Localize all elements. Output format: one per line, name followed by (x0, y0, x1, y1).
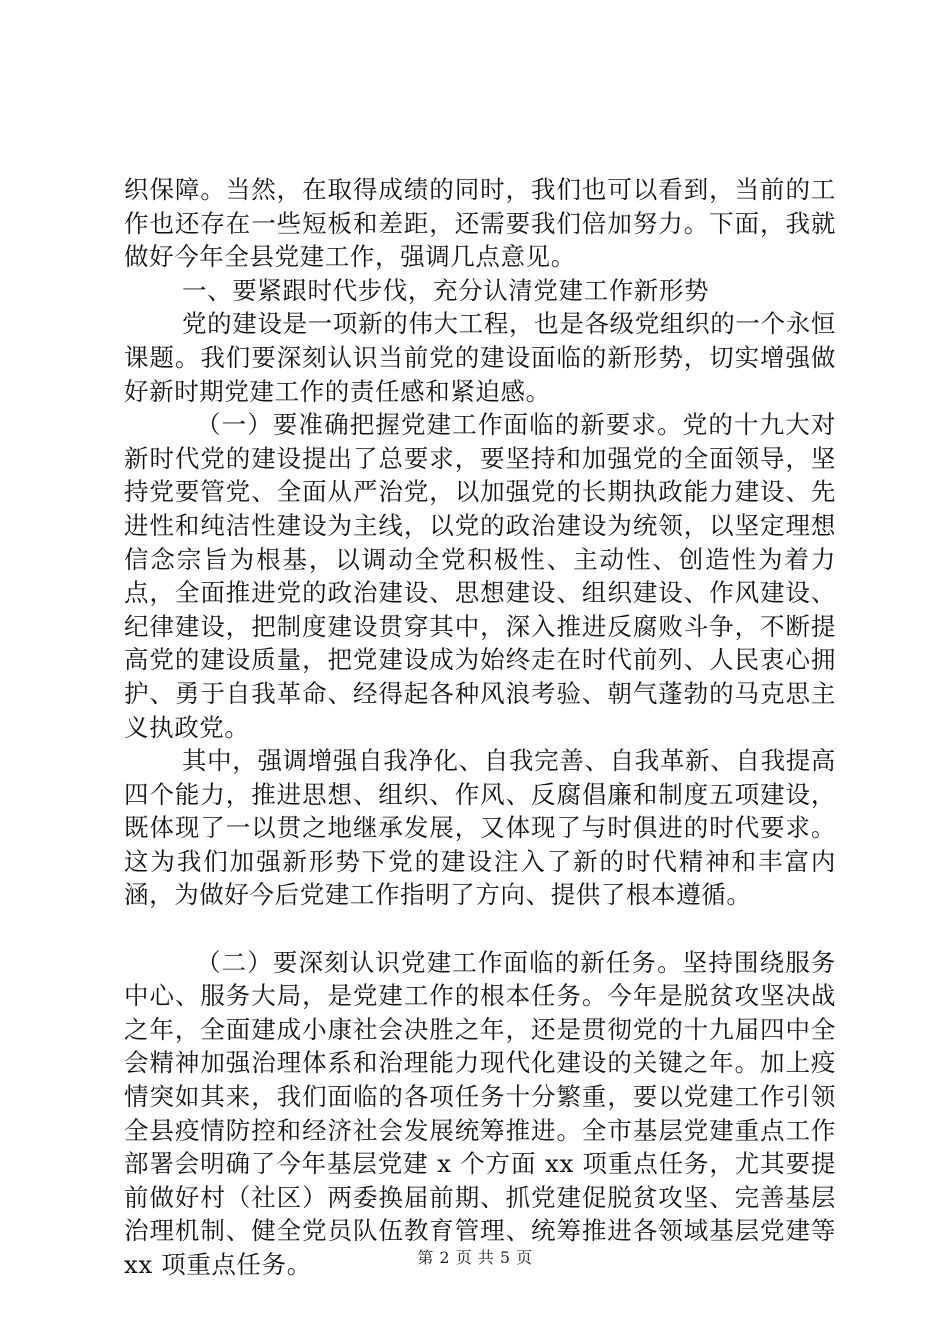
paragraph-continuation: 织保障。当然，在取得成绩的同时，我们也可以看到，当前的工作也还存在一些短板和差距，还需要我们倍加努力。下面，我就做好今年全县党建工作，强调几点意见。 (124, 175, 836, 272)
document-body (124, 173, 836, 1282)
paragraph-section-intro: 党的建设是一项新的伟大工程，也是各级党组织的一个永恒课题。我们要深刻认识当前党的建设面临的新形势，切实增强做好新时期党建工作的责任感和紧迫感。 (124, 309, 836, 406)
page-number-footer: 第 2 页 共 5 页 (417, 1248, 533, 1267)
paragraph-emphasis: 其中，强调增强自我净化、自我完善、自我革新、自我提高四个能力，推进思想、组织、作风、反腐倡廉和制度五项建设，既体现了一以贯之地继承发展，又体现了与时俱进的时代要求。这为我们加强新形势下党的建设注入了新的时代精神和丰富内涵，为做好今后党建工作指明了方向、提供了根本遵循。 (124, 746, 836, 910)
subsection-1-paragraph: （一）要准确把握党建工作面临的新要求。党的十九大对新时代党的建设提出了总要求，要坚持和加强党的全面领导，坚持党要管党、全面从严治党，以加强党的长期执政能力建设、先进性和纯洁性建设为主线，以党的政治建设为统领，以坚定理想信念宗旨为根基，以调动全党积极性、主动性、创造性为着力点，全面推进党的政治建设、思想建设、组织建设、作风建设、纪律建设，把制度建设贯穿其中，深入推进反腐败斗争，不断提高党的建设质量，把党建设成为始终走在时代前列、人民衷心拥护、勇于自我革命、经得起各种风浪考验、朝气蓬勃的马克思主义执政党。 (124, 410, 836, 742)
subsection-2-paragraph: （二）要深刻认识党建工作面临的新任务。坚持围绕服务中心、服务大局，是党建工作的根本任务。今年是脱贫攻坚决战之年，全面建成小康社会决胜之年，还是贯彻党的十九届四中全会精神加强治理体系和治理能力现代化建设的关键之年。加上疫情突如其来，我们面临的各项任务十分繁重，要以党建工作引领全县疫情防控和经济社会发展统筹推进。全市基层党建重点工作部署会明确了今年基层党建 x 个方面 xx 项重点任务，尤其要提前做好村（社区）两委换届前期、抓党建促脱贫攻坚、完善基层治理机制、健全党员队伍教育管理、统筹推进各领域基层党建等 xx 项重点任务。 (124, 947, 836, 1279)
section-heading-1: 一、要紧跟时代步伐，充分认清党建工作新形势 (182, 275, 710, 305)
